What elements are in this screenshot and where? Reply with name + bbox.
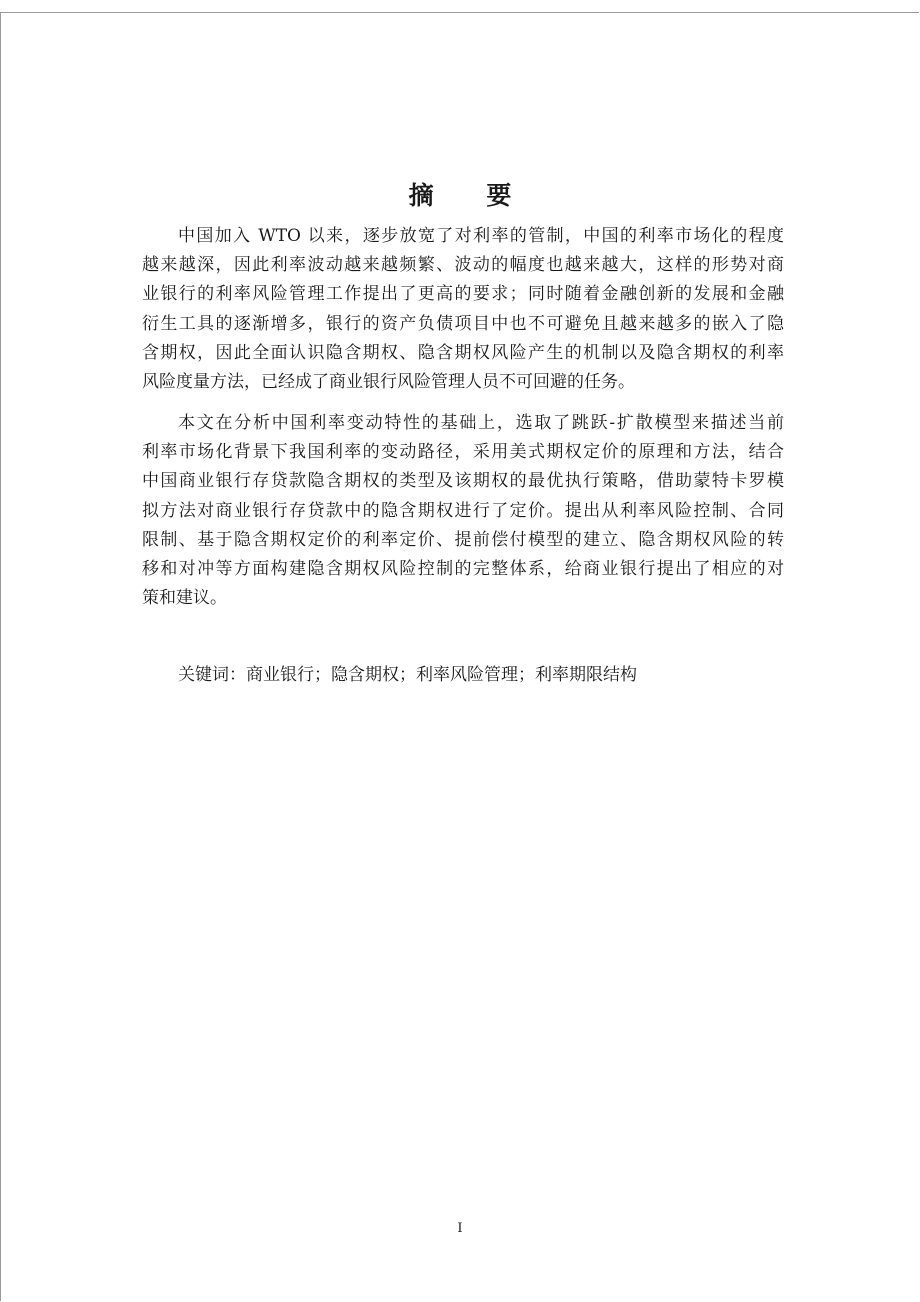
paragraph-line: 中国商业银行存贷款隐含期权的类型及该期权的最优执行策略，借助蒙特卡罗模 [142, 471, 784, 492]
keywords-line: 关键词：商业银行；隐含期权；利率风险管理；利率期限结构 [178, 665, 637, 685]
paragraph-line: 风险度量方法，已经成了商业银行风险管理人员不可回避的任务。 [142, 372, 635, 393]
paragraph-line: 业银行的利率风险管理工作提出了更高的要求；同时随着金融创新的发展和金融 [142, 284, 784, 305]
paragraph-line: 限制、基于隐含期权定价的利率定价、提前偿付模型的建立、隐含期权风险的转 [142, 529, 784, 550]
abstract-paragraph-1 [142, 222, 784, 397]
paragraph-line: 移和对冲等方面构建隐含期权风险控制的完整体系，给商业银行提出了相应的对 [142, 559, 784, 580]
paragraph-line: 衍生工具的逐渐增多，银行的资产负债项目中也不可避免且越来越多的嵌入了隐 [142, 313, 784, 334]
paragraph-line: 中国加入 WTO 以来，逐步放宽了对利率的管制，中国的利率市场化的程度 [178, 226, 784, 246]
abstract-paragraph-2 [142, 409, 784, 613]
paragraph-line: 拟方法对商业银行存贷款中的隐含期权进行了定价。提出从利率风险控制、合同 [142, 500, 784, 521]
paragraph-line: 含期权，因此全面认识隐含期权、隐含期权风险产生的机制以及隐含期权的利率 [142, 342, 784, 363]
page-number: I [457, 1221, 463, 1236]
paragraph-line: 本文在分析中国利率变动特性的基础上，选取了跳跃-扩散模型来描述当前 [178, 413, 784, 433]
paragraph-line: 越来越深，因此利率波动越来越频繁、波动的幅度也越来越大，这样的形势对商 [142, 255, 784, 276]
paragraph-line: 利率市场化背景下我国利率的变动路径，采用美式期权定价的原理和方法，结合 [142, 442, 784, 463]
abstract-title: 摘 要 [408, 181, 534, 210]
paragraph-line: 策和建议。 [142, 588, 227, 609]
